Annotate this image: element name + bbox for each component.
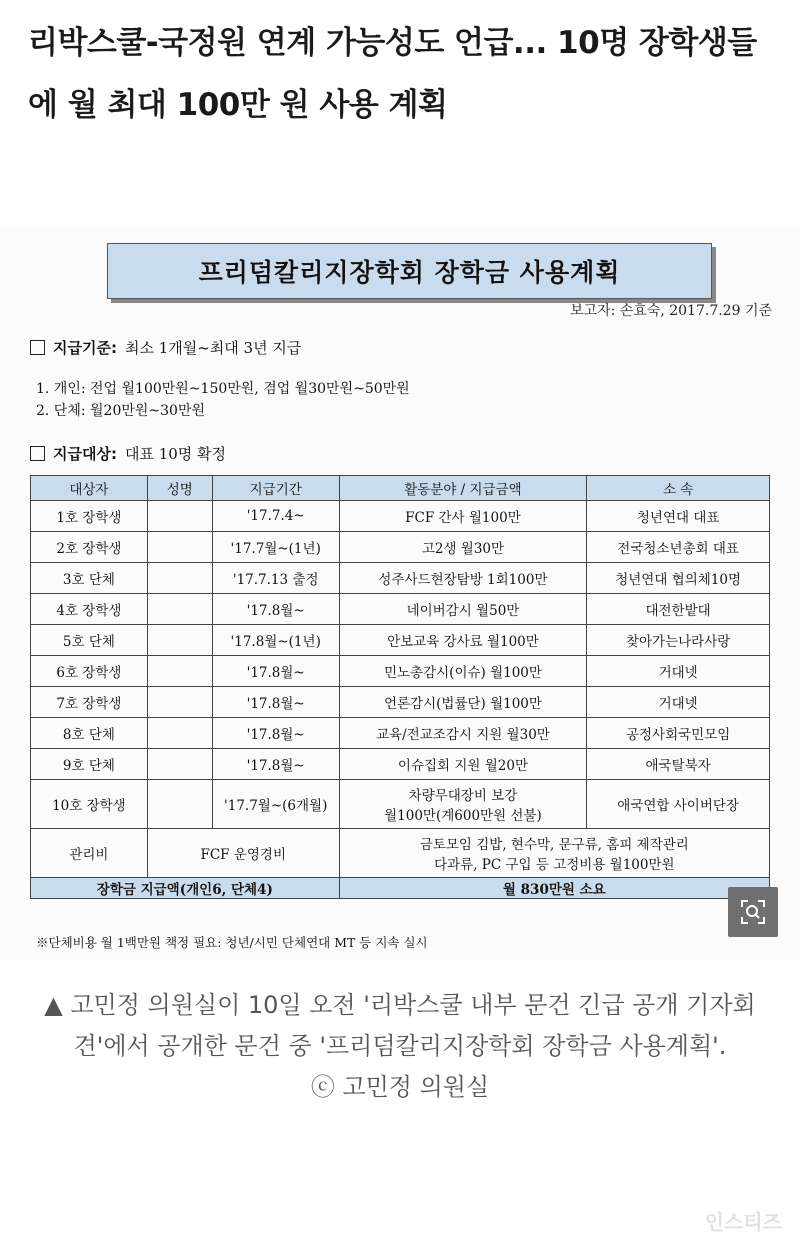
col-header: 대상자 bbox=[31, 476, 148, 501]
criteria-item-1: 1. 개인: 전업 월100만원~150만원, 겸업 월30만원~50만원 bbox=[36, 381, 410, 397]
cell: 성주사드현장탐방 1회100만 bbox=[339, 563, 587, 594]
cell: '17.8월~ bbox=[212, 656, 339, 687]
cell: '17.8월~(1년) bbox=[212, 625, 339, 656]
table-row-total bbox=[31, 878, 770, 899]
table-row bbox=[31, 687, 770, 718]
reporter-line: 보고자: 손효숙, 2017.7.29 기준 bbox=[570, 303, 772, 319]
cell-multiline bbox=[339, 780, 587, 829]
table-row bbox=[31, 718, 770, 749]
scholarship-table bbox=[30, 475, 770, 899]
cell-line: 다과류, PC 구입 등 고정비용 월100만원 bbox=[434, 857, 675, 873]
cell: 3호 단체 bbox=[31, 563, 148, 594]
document-image bbox=[0, 225, 800, 960]
table-row bbox=[31, 532, 770, 563]
criteria-label: 지급기준: bbox=[53, 339, 117, 357]
target-text: 대표 10명 확정 bbox=[124, 445, 227, 463]
cell-multiline bbox=[339, 829, 769, 878]
cell bbox=[147, 594, 212, 625]
cell: 7호 장학생 bbox=[31, 687, 148, 718]
cell: FCF 간사 월100만 bbox=[339, 501, 587, 532]
cell: 2호 장학생 bbox=[31, 532, 148, 563]
site-watermark: 인스티즈 bbox=[704, 1210, 782, 1234]
cell: 고2생 월30만 bbox=[339, 532, 587, 563]
cell: '17.8월~ bbox=[212, 749, 339, 780]
table-row bbox=[31, 563, 770, 594]
document-title: 프리덤칼리지장학회 장학금 사용계획 bbox=[198, 258, 621, 287]
table-row-mgmt bbox=[31, 829, 770, 878]
cell: '17.7.4~ bbox=[212, 501, 339, 532]
cell: 네이버감시 월50만 bbox=[339, 594, 587, 625]
cell: '17.8월~ bbox=[212, 718, 339, 749]
table-row bbox=[31, 594, 770, 625]
table-header-row bbox=[31, 476, 770, 501]
target-heading bbox=[30, 443, 226, 464]
cell: 청년연대 협의체10명 bbox=[587, 563, 770, 594]
cell: 거대넷 bbox=[587, 656, 770, 687]
cell bbox=[147, 718, 212, 749]
cell: 언론감시(법률단) 월100만 bbox=[339, 687, 587, 718]
empty-checkbox-icon bbox=[30, 446, 45, 461]
cell: 안보교육 강사료 월100만 bbox=[339, 625, 587, 656]
magnify-zoom-icon bbox=[740, 899, 766, 925]
cell-line: 금토모임 김밥, 현수막, 문구류, 홈피 제작관리 bbox=[419, 837, 689, 853]
cell: 찾아가는나라사랑 bbox=[587, 625, 770, 656]
cell: 5호 단체 bbox=[31, 625, 148, 656]
cell bbox=[147, 501, 212, 532]
cell: 10호 장학생 bbox=[31, 780, 148, 829]
cell: 관리비 bbox=[31, 829, 148, 878]
criteria-item-2: 2. 단체: 월20만원~30만원 bbox=[36, 403, 206, 419]
cell: '17.8월~ bbox=[212, 687, 339, 718]
table-row bbox=[31, 749, 770, 780]
document-footnote: ※단체비용 월 1백만원 책정 필요: 청년/시민 단체연대 MT 등 지속 실시 bbox=[36, 935, 428, 950]
cell: 애국연합 사이버단장 bbox=[587, 780, 770, 829]
cell: 거대넷 bbox=[587, 687, 770, 718]
col-header: 성명 bbox=[147, 476, 212, 501]
table-row bbox=[31, 780, 770, 829]
cell: 교육/전교조감시 지원 월30만 bbox=[339, 718, 587, 749]
cell: 4호 장학생 bbox=[31, 594, 148, 625]
total-label: 장학금 지급액(개인6, 단체4) bbox=[31, 878, 340, 899]
criteria-text: 최소 1개월~최대 3년 지급 bbox=[124, 339, 302, 357]
cell: 9호 단체 bbox=[31, 749, 148, 780]
cell: 대전한밭대 bbox=[587, 594, 770, 625]
criteria-heading bbox=[30, 337, 301, 358]
table-row bbox=[31, 625, 770, 656]
caption-text: ▲ 고민정 의원실이 10일 오전 '리박스쿨 내부 문건 긴급 공개 기자회견'에서 공개한 문건 중 '프리덤칼리지장학회 장학금 사용계획'. bbox=[44, 991, 756, 1060]
table-row bbox=[31, 656, 770, 687]
cell bbox=[147, 749, 212, 780]
cell: 애국탈북자 bbox=[587, 749, 770, 780]
cell-line: 차량무대장비 보강 bbox=[408, 788, 518, 804]
cell: '17.7.13 출정 bbox=[212, 563, 339, 594]
cell-line: 월100만(계600만원 선불) bbox=[384, 808, 542, 824]
cell: FCF 운영경비 bbox=[147, 829, 339, 878]
magnify-zoom-button[interactable] bbox=[728, 887, 778, 937]
cell bbox=[147, 532, 212, 563]
cell: 전국청소년총회 대표 bbox=[587, 532, 770, 563]
empty-checkbox-icon bbox=[30, 340, 45, 355]
cell bbox=[147, 656, 212, 687]
cell: 1호 장학생 bbox=[31, 501, 148, 532]
cell: 청년연대 대표 bbox=[587, 501, 770, 532]
col-header: 소 속 bbox=[587, 476, 770, 501]
col-header: 지급기간 bbox=[212, 476, 339, 501]
cell: 민노총감시(이슈) 월100만 bbox=[339, 656, 587, 687]
cell: '17.7월~(1년) bbox=[212, 532, 339, 563]
target-label: 지급대상: bbox=[53, 445, 117, 463]
caption-credit: ⓒ 고민정 의원실 bbox=[310, 1073, 490, 1101]
image-caption bbox=[28, 985, 772, 1108]
col-header: 활동분야 / 지급금액 bbox=[339, 476, 587, 501]
table-row bbox=[31, 501, 770, 532]
cell bbox=[147, 780, 212, 829]
article-headline: 리박스쿨-국정원 연계 가능성도 언급... 10명 장학생들에 월 최대 100만 원 사용 계획 bbox=[28, 25, 757, 123]
document-title-box bbox=[107, 243, 712, 299]
cell: '17.7월~(6개월) bbox=[212, 780, 339, 829]
cell: '17.8월~ bbox=[212, 594, 339, 625]
cell bbox=[147, 563, 212, 594]
cell: 6호 장학생 bbox=[31, 656, 148, 687]
cell: 8호 단체 bbox=[31, 718, 148, 749]
cell bbox=[147, 625, 212, 656]
cell: 공정사회국민모임 bbox=[587, 718, 770, 749]
cell bbox=[147, 687, 212, 718]
total-amount: 월 830만원 소요 bbox=[339, 878, 769, 899]
cell: 이슈집회 지원 월20만 bbox=[339, 749, 587, 780]
